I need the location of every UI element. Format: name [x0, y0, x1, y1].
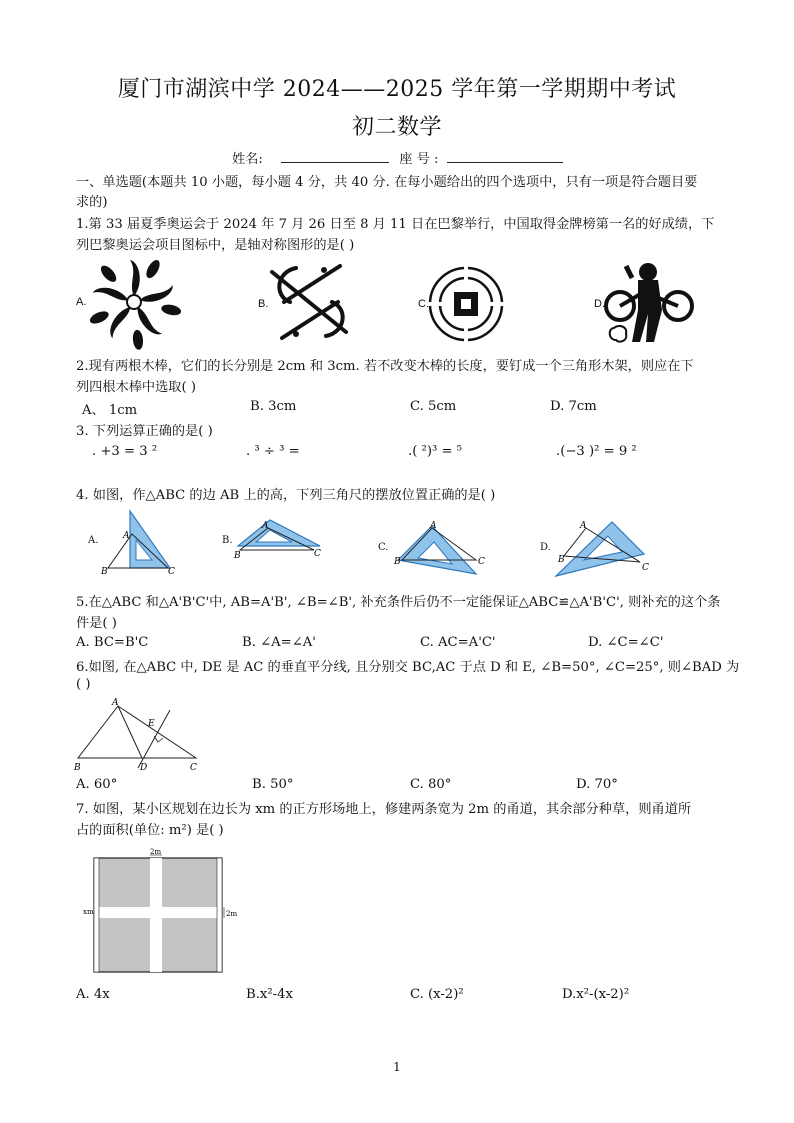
q6-option-b[interactable]: B. 50° [252, 777, 294, 792]
q4-option-b-label: B. [222, 535, 233, 546]
q4b-label-c: C [314, 549, 321, 559]
seat-label: 座 号 : [399, 152, 439, 167]
q4a-label-a: A [123, 531, 130, 541]
target-icon [428, 262, 512, 346]
q4-figure-a [98, 508, 188, 576]
name-blank[interactable] [281, 150, 389, 163]
q4-option-c-label: C. [378, 542, 389, 553]
page-subtitle: 初二数学 [351, 115, 442, 140]
q4-text: 4. 如图，作△ABC 的边 AB 上的高，下列三角尺的摆放位置正确的是( ) [76, 488, 496, 503]
q5-text-cont: 件是( ) [76, 616, 117, 631]
q4-option-d-label: D. [540, 542, 551, 553]
q7-label-xm: xm [83, 908, 94, 916]
q4-figure-c [390, 518, 500, 578]
q6-option-d[interactable]: D. 70° [576, 777, 618, 792]
section-heading-cont: 求的) [76, 195, 108, 210]
q6-label-c: C [190, 763, 197, 773]
q7-square-field-diagram [84, 846, 240, 976]
q4-figure-b [230, 514, 330, 564]
q1-option-d-label: D. [594, 298, 605, 310]
q4a-label-c: C [168, 567, 175, 577]
q2-text: 2.现有两根木棒，它们的长分别是 2cm 和 3cm. 若不改变木棒的长度，要钉成一个三角形木架，则应在下 [76, 359, 694, 374]
q1-text-cont: 列巴黎奥运会项目图标中，是轴对称图形的是( ) [76, 238, 355, 253]
q6-label-b: B [74, 763, 81, 773]
q4c-label-b: B [394, 557, 401, 567]
name-field[interactable] [232, 148, 563, 167]
q4c-label-c: C [478, 557, 485, 567]
q4d-label-c: C [642, 563, 649, 573]
climbing-icon [266, 262, 356, 342]
cyclist-icon [600, 262, 700, 348]
q5-option-d[interactable]: D. ∠C=∠C' [588, 635, 664, 650]
q4d-label-a: A [580, 521, 587, 531]
q5-text: 5.在△ABC 和△A'B'C'中, AB=A'B', ∠B=∠B', 补充条件后仍不一定能保证△ABC≌△A'B'C', 则补充的这个条 [76, 595, 721, 610]
q3-option-a[interactable]: . +3 = 3 ² [92, 444, 158, 459]
q6-option-a[interactable]: A. 60° [76, 777, 118, 792]
q7-option-b[interactable]: B.x²-4x [246, 987, 293, 1002]
q6-option-c[interactable]: C. 80° [410, 777, 452, 792]
q4a-label-b: B [101, 567, 108, 577]
page-title: 厦门市湖滨中学 2024——2025 学年第一学期期中考试 [117, 77, 677, 102]
q7-label-right-2m: 2m [226, 910, 238, 918]
q3-text: 3. 下列运算正确的是( ) [76, 424, 213, 439]
seat-blank[interactable] [447, 150, 563, 163]
q2-text-cont: 列四根木棒中选取( ) [76, 380, 196, 395]
name-label: 姓名: [232, 152, 263, 167]
q4d-label-b: B [558, 555, 565, 565]
q2-option-c[interactable]: C. 5cm [410, 399, 457, 414]
q7-option-a[interactable]: A. 4x [76, 987, 110, 1002]
q7-option-d[interactable]: D.x²-(x-2)² [562, 987, 630, 1002]
q7-text-cont: 占的面积(单位: m²) 是( ) [76, 823, 224, 838]
q1-option-a-label: A. [76, 296, 87, 308]
q4-figure-d [552, 516, 662, 580]
q6-label-a: A [112, 698, 119, 708]
q3-option-b[interactable]: . ³ ÷ ³ = [246, 444, 300, 459]
q2-option-d[interactable]: D. 7cm [550, 399, 597, 414]
q1-text: 1.第 33 届夏季奥运会于 2024 年 7 月 26 日至 8 月 11 日在巴黎举行，中国取得金牌榜第一名的好成绩，下 [76, 217, 715, 232]
q1-option-c-label: C. [418, 298, 429, 310]
q3-option-d[interactable]: .(−3 )² = 9 ² [556, 444, 637, 459]
q4b-label-b: B [234, 551, 241, 561]
q7-text: 7. 如图，某小区规划在边长为 xm 的正方形场地上，修建两条宽为 2m 的甬道，其余部分种草，则甬道所 [76, 802, 692, 817]
q4c-label-a: A [430, 521, 437, 531]
q6-triangle-diagram [74, 696, 204, 772]
pinwheel-icon [88, 256, 188, 348]
q2-option-a[interactable]: A、 1cm [82, 403, 138, 418]
q4b-label-a: A [262, 521, 269, 531]
q4-option-a-label: A. [88, 535, 99, 546]
page-number: 1 [393, 1060, 401, 1074]
q5-option-a[interactable]: A. BC=B'C [76, 635, 149, 650]
q5-option-c[interactable]: C. AC=A'C' [420, 635, 496, 650]
q6-label-e: E [148, 719, 155, 729]
q7-option-c[interactable]: C. (x-2)² [410, 987, 464, 1002]
q2-option-b[interactable]: B. 3cm [250, 399, 297, 414]
q5-option-b[interactable]: B. ∠A=∠A' [242, 635, 316, 650]
q7-label-top-2m: 2m [150, 848, 162, 856]
q1-option-b-label: B. [258, 298, 269, 310]
section-heading: 一、单选题(本题共 10 小题，每小题 4 分，共 40 分. 在每小题给出的四个选项中，只有一项是符合题目要 [76, 175, 698, 190]
q6-text: 6.如图, 在△ABC 中, DE 是 AC 的垂直平分线, 且分别交 BC,AC 于点 D 和 E, ∠B=50°, ∠C=25°, 则∠BAD 为 [76, 660, 740, 675]
q3-option-c[interactable]: .( ²)³ = ⁵ [408, 444, 462, 459]
q6-text-cont: ( ) [76, 677, 91, 692]
q6-label-d: D [140, 763, 148, 773]
